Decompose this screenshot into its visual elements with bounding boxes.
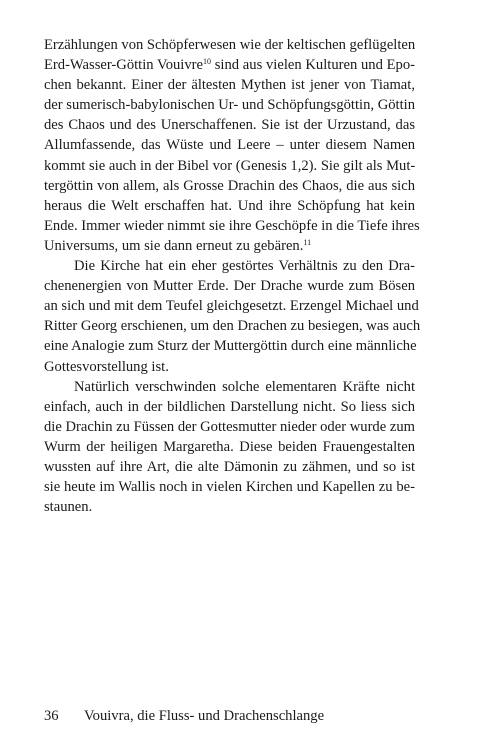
- page-text: [44, 35, 421, 517]
- text-line: kommt sie auch in der Bibel vor (Genesis 1,2). Sie gilt als Mut-: [44, 157, 416, 174]
- text-line: Erd-Wasser-Göttin Vouivre$^{10}$ sind aus vielen Kulturen und Epo-: [44, 57, 416, 74]
- paragraph-1: [44, 35, 420, 256]
- text-line: eine Analogie zum Sturz der Muttergöttin durch eine männliche: [44, 338, 417, 355]
- text-line: einfach, auch in der bildlichen Darstellung nicht. So liess sich: [44, 398, 415, 415]
- running-title: Vouivra, die Fluss- und Drachenschlange: [84, 708, 325, 724]
- text-line: an sich und mit dem Teufel gleichgesetzt. Erzengel Michael und: [44, 298, 419, 315]
- text-line: Wurm der heiligen Margaretha. Diese beiden Frauengestalten: [44, 438, 415, 455]
- text-line: des Chaos und des Unerschaffenen. Sie ist der Urzustand, das: [44, 117, 415, 134]
- text-line: chen bekannt. Einer der ältesten Mythen ist jener von Tiamat,: [44, 77, 415, 94]
- text-line: wussten auf ihre Art, die alte Dämonin zu zähmen, und so ist: [44, 458, 415, 475]
- footnote-ref-10[interactable]: 10: [203, 57, 211, 67]
- page-number: 36: [44, 708, 59, 724]
- text-line: Ende. Immer wieder nimmt sie ihre Geschöpfe in die Tiefe ihres: [44, 217, 420, 234]
- text-line: Ritter Georg erschienen, um den Drachen zu besiegen, was auch: [44, 318, 421, 335]
- text-line: heraus die Welt erschaffen hat. Und ihre Schöpfung hat kein: [44, 197, 415, 214]
- text-line: chenenergien von Mutter Erde. Der Drache wurde zum Bösen: [44, 278, 415, 295]
- text-line: sie heute im Wallis noch in vielen Kirchen und Kapellen zu be-: [44, 479, 415, 496]
- text-line: Die Kirche hat ein eher gestörtes Verhältnis zu den Dra-: [74, 258, 415, 275]
- text-line: staunen.: [44, 499, 93, 516]
- text-line: tergöttin von allem, als Grosse Drachin des Chaos, die aus sich: [44, 177, 415, 194]
- paragraph-3: [44, 377, 415, 518]
- text-line: Natürlich verschwinden solche elementaren Kräfte nicht: [74, 378, 415, 395]
- footnote-ref-11[interactable]: 11: [303, 237, 312, 247]
- text-line: Universums, um sie dann erneut zu gebären.$^{11}$: [44, 237, 312, 254]
- text-line: der sumerisch-babylonischen Ur- und Schöpfungsgöttin, Göttin: [44, 97, 415, 114]
- page-footer: [44, 706, 324, 726]
- text-line: Allumfassende, das Wüste und Leere – unter diesem Namen: [44, 137, 415, 154]
- text-line: Gottesvorstellung ist.: [44, 358, 169, 375]
- paragraph-2: [44, 256, 421, 377]
- text-line: Erzählungen von Schöpferwesen wie der keltischen geflügelten: [44, 37, 416, 53]
- text-line: die Drachin zu Füssen der Gottesmutter nieder oder wurde zum: [44, 418, 415, 435]
